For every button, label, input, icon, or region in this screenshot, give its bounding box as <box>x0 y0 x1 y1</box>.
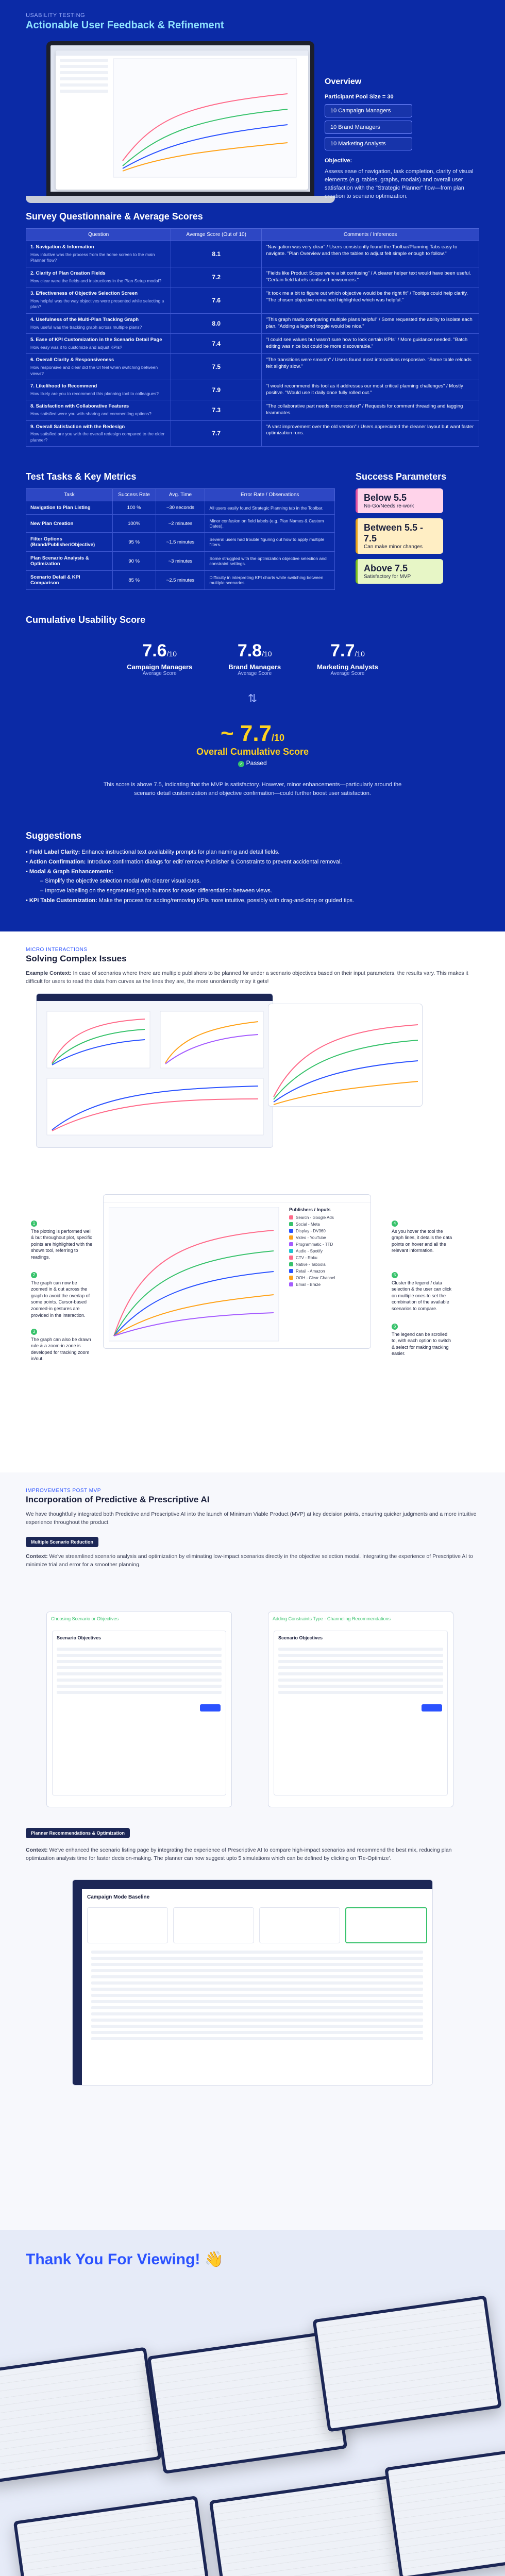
score-cell: 7.2 <box>171 267 262 287</box>
checkbox-icon <box>289 1282 293 1286</box>
legend-item[interactable]: Social - Meta <box>289 1222 366 1227</box>
hero-section <box>0 0 505 206</box>
callout: 3 The graph can also be drawn rule & a zoom-in zone is developed for tracking zoom in/out. <box>31 1329 91 1362</box>
checkbox-icon <box>289 1249 293 1253</box>
time-cell: ~2 minutes <box>156 515 205 533</box>
checkbox-icon <box>289 1222 293 1226</box>
legend-item[interactable]: Programmatic - TTD <box>289 1242 366 1247</box>
score-cell: 7.6 <box>171 287 262 314</box>
overall-label: Overall Cumulative Score <box>196 747 309 757</box>
table-row <box>26 380 479 400</box>
callout: 6 The legend can be scrolled to, with each option to switch & select for making tracking easier. <box>392 1324 451 1357</box>
observation-cell: Several users had trouble figuring out how to apply multiple filters. <box>205 533 335 552</box>
col-header: Question <box>26 229 171 241</box>
next-button[interactable] <box>200 1704 221 1711</box>
tasks-title: Test Tasks & Key Metrics <box>26 471 137 482</box>
overall-out: /10 <box>272 733 285 743</box>
participant-group: 10 Brand Managers <box>325 121 412 134</box>
score-note: This score is above 7.5, indicating that the MVP is satisfactory. However, minor enhancements—particularly around the scenario detail customization and objective confirmation—could further boost user satisfaction. <box>103 782 402 796</box>
legend-item[interactable]: Display - DV360 <box>289 1229 366 1233</box>
ai-section <box>0 1472 505 2230</box>
col-header: Comments / Inferences <box>262 229 479 241</box>
survey-section <box>0 206 505 459</box>
dashboard-screenshot <box>72 1879 433 2086</box>
checkbox-icon <box>289 1215 293 1219</box>
device-mockup <box>312 2295 501 2432</box>
col-header: Task <box>26 489 113 501</box>
question-cell: 7. Likelihood to Recommend How likely are you to recommend this planning tool to colleagues? <box>26 380 171 400</box>
params-title: Success Parameters <box>356 471 447 482</box>
apply-button[interactable] <box>422 1704 442 1711</box>
comment-cell: "This graph made comparing multiple plans helpful" / Some requested the ability to isolate each plan. "Adding a legend toggle would be nice." <box>262 313 479 333</box>
success-parameter: Above 7.5 Satisfactory for MVP <box>356 559 443 584</box>
overall-score <box>26 721 479 767</box>
device-mockup <box>209 2475 410 2576</box>
col-header: Error Rate / Observations <box>205 489 335 501</box>
table-row <box>26 313 479 333</box>
col-header: Average Score (Out of 10) <box>171 229 262 241</box>
col-header: Success Rate <box>112 489 156 501</box>
observation-cell: Some struggled with the optimization objective selection and constraint settings. <box>205 552 335 571</box>
comment-cell: "Fields like Product Scope were a bit confusing" / A clearer helper text would have been useful. "Certain field labels confused newcomers." <box>262 267 479 287</box>
score-cell: 7.7 <box>171 420 262 447</box>
callout: 5 Cluster the legend / data selection & the user can click on multiple ones to set the combination of the available scenarios to compare. <box>392 1272 452 1311</box>
comment-cell: "It took me a bit to figure out which objective would be the right fit" / Tooltips could help clarify. "The chosen objective remained highlighted which was helpful." <box>262 287 479 314</box>
group-score: 7.8/10 Brand Managers Average Score <box>228 641 281 677</box>
tasks-table <box>26 488 335 590</box>
thanks-text: Thank You For Viewing! 👋 <box>26 2250 224 2268</box>
device-mockup <box>13 2496 214 2576</box>
card-title: Scenario Objectives <box>278 1635 323 1640</box>
device-mockup <box>384 2446 505 2576</box>
time-cell: ~2.5 minutes <box>156 571 205 590</box>
checkbox-icon <box>289 1242 293 1246</box>
question-cell: 9. Overall Satisfaction with the Redesign How satisfied are you with the overall redesign compared to the older planner? <box>26 420 171 447</box>
table-row <box>26 287 479 314</box>
comment-cell: "I could see values but wasn't sure how to lock certain KPIs" / More guidance needed. "Batch editing was nice but could be more discoverable." <box>262 334 479 354</box>
legend-item[interactable]: Email - Braze <box>289 1282 366 1287</box>
task-cell: Filter Options (Brand/Publisher/Objective) <box>26 533 113 552</box>
device-mockup <box>0 2347 162 2483</box>
cumulative-section <box>0 602 505 818</box>
time-cell: ~30 seconds <box>156 501 205 515</box>
observation-cell: Minor confusion on field labels (e.g. Plan Names & Custom Dates). <box>205 515 335 533</box>
graph-zoom-callout <box>268 1004 423 1107</box>
question-cell: 5. Ease of KPI Customization in the Scenario Detail Page How easy was it to customize and adjust KPIs? <box>26 334 171 354</box>
context-text: In case of scenarios where there are multiple publishers to be planned for under a scenario objectives based on their input parameters, the results vary. This makes it difficult for users to read the data from curves as the lines they are, the more unorderedly mixy it gets! <box>26 970 468 985</box>
survey-title: Survey Questionnaire & Average Scores <box>26 211 203 222</box>
micro-eyebrow: MICRO INTERACTIONS <box>26 946 88 953</box>
score-cell: 7.9 <box>171 380 262 400</box>
ai-title: Incorporation of Predictive & Prescriptive AI <box>26 1494 210 1504</box>
legend-item[interactable]: Search - Google Ads <box>289 1215 366 1220</box>
score-cell: 7.4 <box>171 334 262 354</box>
legend-item[interactable]: Video - YouTube <box>289 1235 366 1240</box>
legend-item[interactable]: CTV - Roku <box>289 1256 366 1260</box>
objective-label: Objective: <box>325 158 352 164</box>
table-row <box>26 400 479 420</box>
objective-text: Assess ease of navigation, task completion, clarity of visual elements (e.g. tables, graphs, modals) and overall user satisfaction with the "Strategic Planner" flow—from plan creation to scenario optimization. <box>325 168 474 199</box>
suggestions-section <box>0 818 505 931</box>
table-row <box>26 334 479 354</box>
thanks-section <box>0 2230 505 2576</box>
page-title: Actionable User Feedback & Refinement <box>26 20 224 31</box>
group-score: 7.6/10 Campaign Managers Average Score <box>127 641 193 677</box>
cumulative-title: Cumulative Usability Score <box>26 615 146 625</box>
ai-eyebrow: IMPROVEMENTS POST MVP <box>26 1487 101 1494</box>
question-cell: 3. Effectiveness of Objective Selection Screen How helpful was the way objectives were presented while selecting a plan? <box>26 287 171 314</box>
table-row <box>26 533 335 552</box>
time-cell: ~3 minutes <box>156 552 205 571</box>
task-cell: New Plan Creation <box>26 515 113 533</box>
arrows-icon: ⇅ <box>247 692 258 705</box>
col-header: Avg. Time <box>156 489 205 501</box>
ai-context-2: Context: We've enhanced the scenario listing page by integrating the experience of Prescriptive AI to compare high-impact scenarios and recommend the best mix, reducing plan optimization analysis time for faster decision-making. The planner can now suggest upto 5 simulations which can be defined by clicking on 'Re-Optimize'. <box>26 1846 452 1861</box>
micro-title: Solving Complex Issues <box>26 953 127 963</box>
checkbox-icon <box>289 1262 293 1266</box>
score-cell: 8.0 <box>171 313 262 333</box>
table-row <box>26 354 479 380</box>
checkbox-icon <box>289 1256 293 1260</box>
callout: 1 The plotting is performed well & but throughout plot, specific points are highlighted with the shown tool, referring to readings. <box>31 1221 93 1260</box>
success-cell: 95 % <box>112 533 156 552</box>
tasks-section <box>0 459 505 602</box>
checkbox-icon <box>289 1276 293 1280</box>
ai-intro: We have thoughtfully integrated both Predictive and Prescriptive AI into the launch of Minimum Viable Product (MVP) at key decision points, ensuring quicker judgments and a more intuitive experience throughout the product. <box>26 1511 477 1526</box>
observation-cell: All users easily found Strategic Planning tab in the Toolbar. <box>205 501 335 515</box>
suggestions-title: Suggestions <box>26 831 82 841</box>
card-title: Scenario Objectives <box>57 1635 102 1640</box>
suggestions-list <box>26 848 479 905</box>
card-note: Choosing Scenario or Objectives <box>51 1616 119 1621</box>
score-cell: 7.3 <box>171 400 262 420</box>
table-row <box>26 515 335 533</box>
suggestion-item: • Field Label Clarity: Enhance instructional text availability prompts for plan naming and detail fields. <box>26 849 280 856</box>
suggestion-item: – Simplify the objective selection modal with clearer visual cues. <box>40 878 201 885</box>
callout: 4 As you hover the tool the graph lines, it details the data points on hover and all the relevant information. <box>392 1221 452 1253</box>
legend-panel <box>289 1207 366 1289</box>
overview-panel <box>325 77 479 201</box>
checkbox-icon <box>289 1269 293 1273</box>
graph-detail-screenshot <box>103 1194 371 1349</box>
callout: 2 The graph can now be zoomed in & out across the graph to avoid the overlap of some points. Cursor-based zoomed-in gestures are provided in the interaction. <box>31 1272 90 1318</box>
comment-cell: "I would recommend this tool as it addresses our most critical planning challenges" / Mostly positive. "Would use it daily once fully rolled out." <box>262 380 479 400</box>
question-cell: 8. Satisfaction with Collaborative Features How satisfied were you with sharing and commenting options? <box>26 400 171 420</box>
card-note: Adding Constraints Type - Channeling Recommendations <box>273 1616 391 1621</box>
observation-cell: Difficulty in interpreting KPI charts while switching between multiple scenarios. <box>205 571 335 590</box>
table-row <box>26 552 335 571</box>
time-cell: ~1.5 minutes <box>156 533 205 552</box>
success-parameter: Below 5.5 No-Go/Needs re-work <box>356 488 443 513</box>
micro-context <box>26 969 479 986</box>
success-cell: 100 % <box>112 501 156 515</box>
table-row <box>26 501 335 515</box>
comment-cell: "Navigation was very clear" / Users consistently found the Toolbar/Planning Tabs easy to navigate. "Plan Overview and then the tables to adjust felt simple enough to follow." <box>262 241 479 267</box>
tag-scenario-reduction: Multiple Scenario Reduction <box>26 1537 98 1547</box>
table-row <box>26 241 479 267</box>
objective-modal-card <box>46 1612 232 1807</box>
suggestion-item: – Improve labelling on the segmented graph buttons for easier differentiation between views. <box>40 888 272 894</box>
legend-title: Publishers / Inputs <box>289 1207 331 1212</box>
survey-table <box>26 228 479 447</box>
suggestion-item: • KPI Table Customization: Make the process for adding/removing KPIs more intuitive, possibly with drag-and-drop or guided tips. <box>26 897 355 904</box>
success-cell: 85 % <box>112 571 156 590</box>
plan-list-window <box>56 50 308 190</box>
plan-tracking-graph <box>112 58 298 181</box>
question-cell: 1. Navigation & Information How intuitive was the process from the home screen to the main Planner flow? <box>26 241 171 267</box>
laptop-mockup <box>46 41 335 203</box>
ai-context-1: Context: We've streamlined scenario analysis and optimization by eliminating low-impact scenarios directly in the objective selection modal. Integrating the experience of Prescriptive AI to minimize trial and error for a smoother planning. <box>26 1553 473 1568</box>
task-cell: Plan Scenario Analysis & Optimization <box>26 552 113 571</box>
score-cell: 7.5 <box>171 354 262 380</box>
constraints-modal-card <box>268 1612 453 1807</box>
graph-screenshot-top <box>36 993 273 1148</box>
legend-item[interactable]: Retail - Amazon <box>289 1269 366 1274</box>
overall-status: Passed <box>246 759 267 767</box>
task-cell: Navigation to Plan Listing <box>26 501 113 515</box>
success-cell: 90 % <box>112 552 156 571</box>
overall-value: ~ 7.7 <box>220 721 272 747</box>
checkbox-icon <box>289 1229 293 1233</box>
comment-cell: "A vast improvement over the old version" / Users appreciated the cleaner layout but want faster optimization runs. <box>262 420 479 447</box>
overview-title: Overview <box>325 77 362 86</box>
checkbox-icon <box>289 1235 293 1240</box>
comment-cell: "The transitions were smooth" / Users found most interactions responsive. "Some table reloads felt slightly slow." <box>262 354 479 380</box>
group-score: 7.7/10 Marketing Analysts Average Score <box>317 641 378 677</box>
success-parameter: Between 5.5 - 7.5 Can make minor changes <box>356 518 443 554</box>
table-row <box>26 267 479 287</box>
check-icon: ✓ <box>238 761 244 767</box>
suggestion-item: • Modal & Graph Enhancements: <box>26 868 114 875</box>
participant-group: 10 Campaign Managers <box>325 104 412 117</box>
question-cell: 6. Overall Clarity & Responsiveness How responsive and clear did the UI feel when switching between views? <box>26 354 171 380</box>
question-cell: 4. Usefulness of the Multi-Plan Tracking Graph How useful was the tracking graph across multiple plans? <box>26 313 171 333</box>
eyebrow: USABILITY TESTING <box>26 12 86 19</box>
tag-recommendations: Planner Recommendations & Optimization <box>26 1828 130 1838</box>
participant-group: 10 Marketing Analysts <box>325 137 412 150</box>
legend-item[interactable]: Native - Taboola <box>289 1262 366 1267</box>
table-row <box>26 571 335 590</box>
score-cell: 8.1 <box>171 241 262 267</box>
question-cell: 2. Clarity of Plan Creation Fields How clear were the fields and instructions in the Plan Setup modal? <box>26 267 171 287</box>
table-row <box>26 420 479 447</box>
micro-section <box>0 931 505 1472</box>
dashboard-title: Campaign Mode Baseline <box>87 1894 150 1900</box>
context-label: Example Context: <box>26 970 72 976</box>
task-cell: Scenario Detail & KPI Comparison <box>26 571 113 590</box>
success-cell: 100% <box>112 515 156 533</box>
comment-cell: "The collaborative part needs more context" / Requests for comment threading and tagging teammates. <box>262 400 479 420</box>
legend-item[interactable]: Audio - Spotify <box>289 1249 366 1253</box>
participants-label: Participant Pool Size = 30 <box>325 94 394 100</box>
legend-item[interactable]: OOH - Clear Channel <box>289 1276 366 1280</box>
suggestion-item: • Action Confirmation: Introduce confirmation dialogs for edit/ remove Publisher & Constraints to prevent accidental removal. <box>26 859 342 866</box>
